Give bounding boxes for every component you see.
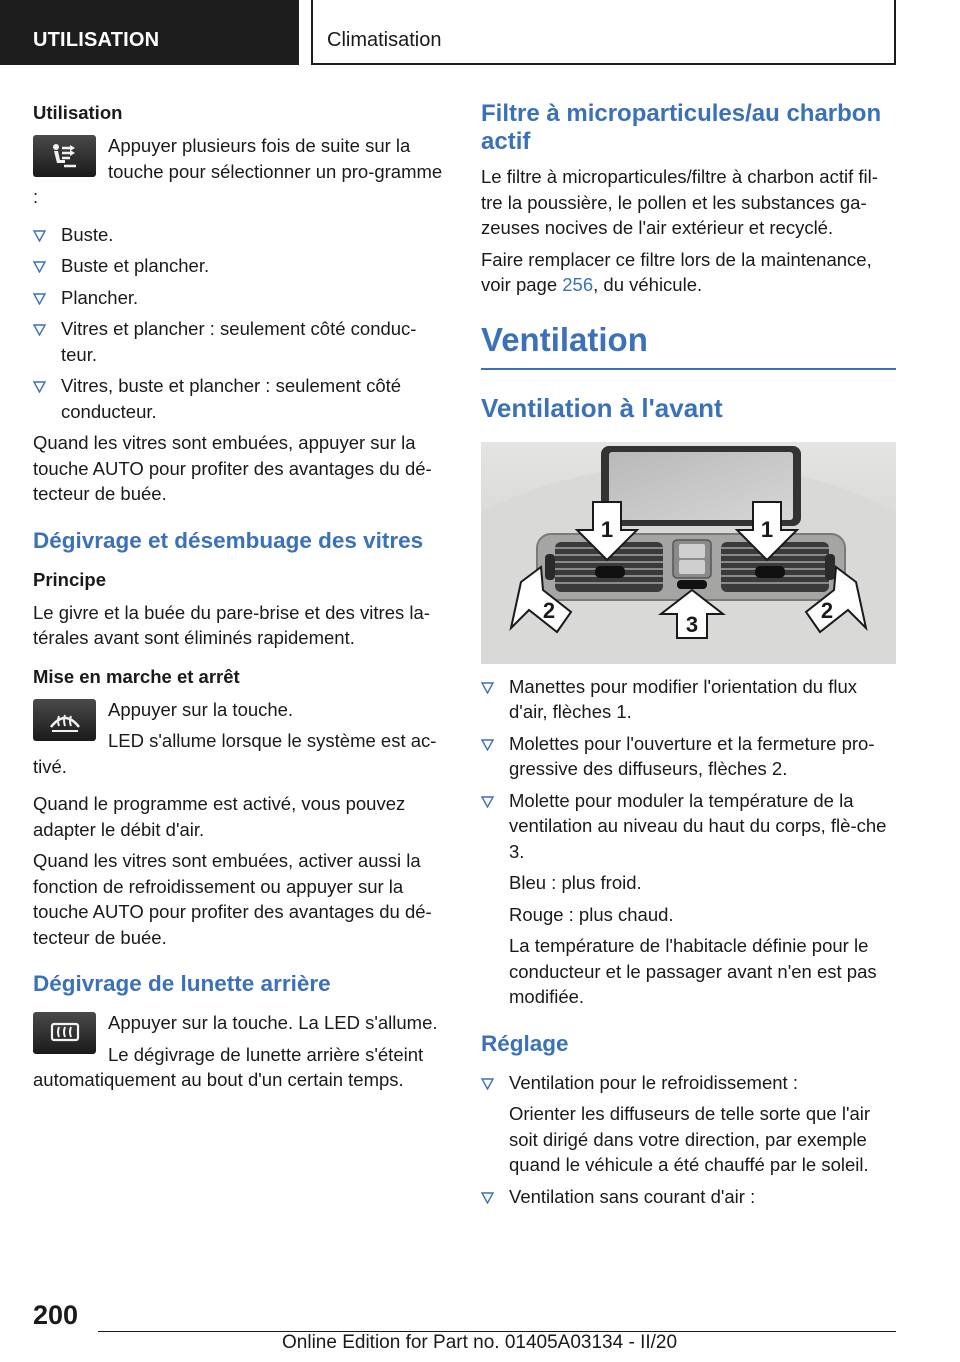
lunette-line2: Le dégivrage de lunette arrière s'éteint automatiquement au bout d'un certain temps. (33, 1043, 424, 1090)
avant-sub-blue: Bleu : plus froid. (509, 872, 642, 893)
avant-list (481, 674, 896, 865)
defrost-instruction (33, 697, 448, 780)
marche-heading: Mise en marche et arrêt (33, 665, 240, 687)
page-link[interactable]: 256 (562, 274, 594, 295)
triangle-bullet-icon (481, 1192, 494, 1204)
triangle-bullet-icon (33, 381, 46, 393)
section-tab (0, 0, 299, 65)
triangle-bullet-icon (481, 796, 494, 808)
arrow-label-1-left: 1 (600, 516, 614, 542)
right-column (481, 100, 896, 1215)
section-title: UTILISATION (33, 29, 160, 51)
list-item: Vitres et plancher : seulement côté conduc-teur. (33, 316, 448, 367)
list-item: Ventilation pour le refroidissement : (481, 1070, 896, 1096)
utilisation-heading: Utilisation (33, 102, 123, 123)
avant-sub-note: La température de l'habitacle définie pour le conducteur et le passager avant n'en est pas modifiée. (509, 935, 877, 1007)
lunette-title: Dégivrage de lunette arrière (33, 971, 331, 996)
reglage-sub: Orienter les diffuseurs de telle sorte que l'air soit dirigé dans votre direction, par exemple quand le véhicule a été chauffé par le soleil. (509, 1103, 871, 1175)
filtre-para1: Le filtre à microparticules/filtre à charbon actif fil-tre la poussière, le pollen et les substances ga-zeuses nocives de l'air extérieur et recyclé. (481, 166, 878, 238)
avant-title: Ventilation à l'avant (481, 392, 723, 423)
program-list (33, 222, 448, 425)
utilisation-text: Appuyer plusieurs fois de suite sur la touche pour sélectionner un pro-gramme : (33, 135, 443, 207)
windshield-defrost-icon (33, 699, 96, 741)
arrow-label-2-right: 2 (820, 597, 834, 623)
reglage-list-2 (481, 1184, 896, 1210)
dashboard-illustration (481, 442, 896, 664)
page-number: 200 (33, 1300, 79, 1330)
triangle-bullet-icon (33, 230, 46, 242)
edition-text: Online Edition for Part no. 01405A03134 - II/20 (282, 1332, 678, 1353)
triangle-bullet-icon (481, 1078, 494, 1090)
degivrage-para2: Quand les vitres sont embuées, activer aussi la fonction de refroidissement ou appuyer sur la touche AUTO pour profiter des avantages du dé-tecteur de buée. (33, 850, 432, 948)
front-vents-figure (481, 442, 896, 664)
principe-text: Le givre et la buée du pare-brise et des vitres la-térales avant sont éliminés rapidement. (33, 601, 430, 648)
reglage-list (481, 1070, 896, 1096)
marche-line1: Appuyer sur la touche. (108, 698, 294, 720)
reglage-title: Réglage (481, 1030, 569, 1056)
left-column (33, 100, 448, 1099)
triangle-bullet-icon (33, 324, 46, 336)
list-item: Manettes pour modifier l'orientation du flux d'air, flèches 1. (481, 674, 896, 725)
arrow-label-1-right: 1 (760, 516, 774, 542)
list-item: Molettes pour l'ouverture et la fermeture pro-gressive des diffuseurs, flèches 2. (481, 731, 896, 782)
list-item: Ventilation sans courant d'air : (481, 1184, 896, 1210)
filtre-title: Filtre à microparticules/au charbon actif (481, 100, 882, 155)
list-item: Buste. (33, 222, 448, 248)
list-item: Molette pour moduler la température de la ventilation au niveau du haut du corps, flè-che 3. (481, 788, 896, 865)
ventilation-title: Ventilation (481, 320, 896, 370)
degivrage-title: Dégivrage et désembuage des vitres (33, 527, 424, 553)
list-item: Buste et plancher. (33, 253, 448, 279)
marche-line2: LED s'allume lorsque le système est ac-tivé. (33, 730, 437, 777)
triangle-bullet-icon (33, 261, 46, 273)
triangle-bullet-icon (481, 682, 494, 694)
degivrage-para1: Quand le programme est activé, vous pouvez adapter le débit d'air. (33, 793, 406, 840)
auto-note: Quand les vitres sont embuées, appuyer sur la touche AUTO pour profiter des avantages du dé-tecteur de buée. (33, 432, 432, 504)
chapter-tab (311, 0, 896, 65)
triangle-bullet-icon (481, 739, 494, 751)
air-distribution-instruction (33, 133, 448, 210)
filtre-para2: Faire remplacer ce filtre lors de la maintenance, voir page 256, du véhicule. (481, 248, 872, 295)
list-item: Plancher. (33, 285, 448, 311)
rear-defrost-instruction (33, 1010, 448, 1093)
list-item: Vitres, buste et plancher : seulement côté conducteur. (33, 373, 448, 424)
rear-window-defrost-icon (33, 1012, 96, 1054)
triangle-bullet-icon (33, 293, 46, 305)
arrow-label-2-left: 2 (542, 597, 556, 623)
arrow-label-3: 3 (685, 611, 699, 637)
lunette-line1: Appuyer sur la touche. La LED s'allume. (108, 1012, 438, 1033)
air-distribution-button-icon (33, 135, 96, 177)
principe-heading: Principe (33, 568, 106, 590)
chapter-title: Climatisation (327, 29, 442, 51)
avant-sub-red: Rouge : plus chaud. (509, 903, 674, 925)
